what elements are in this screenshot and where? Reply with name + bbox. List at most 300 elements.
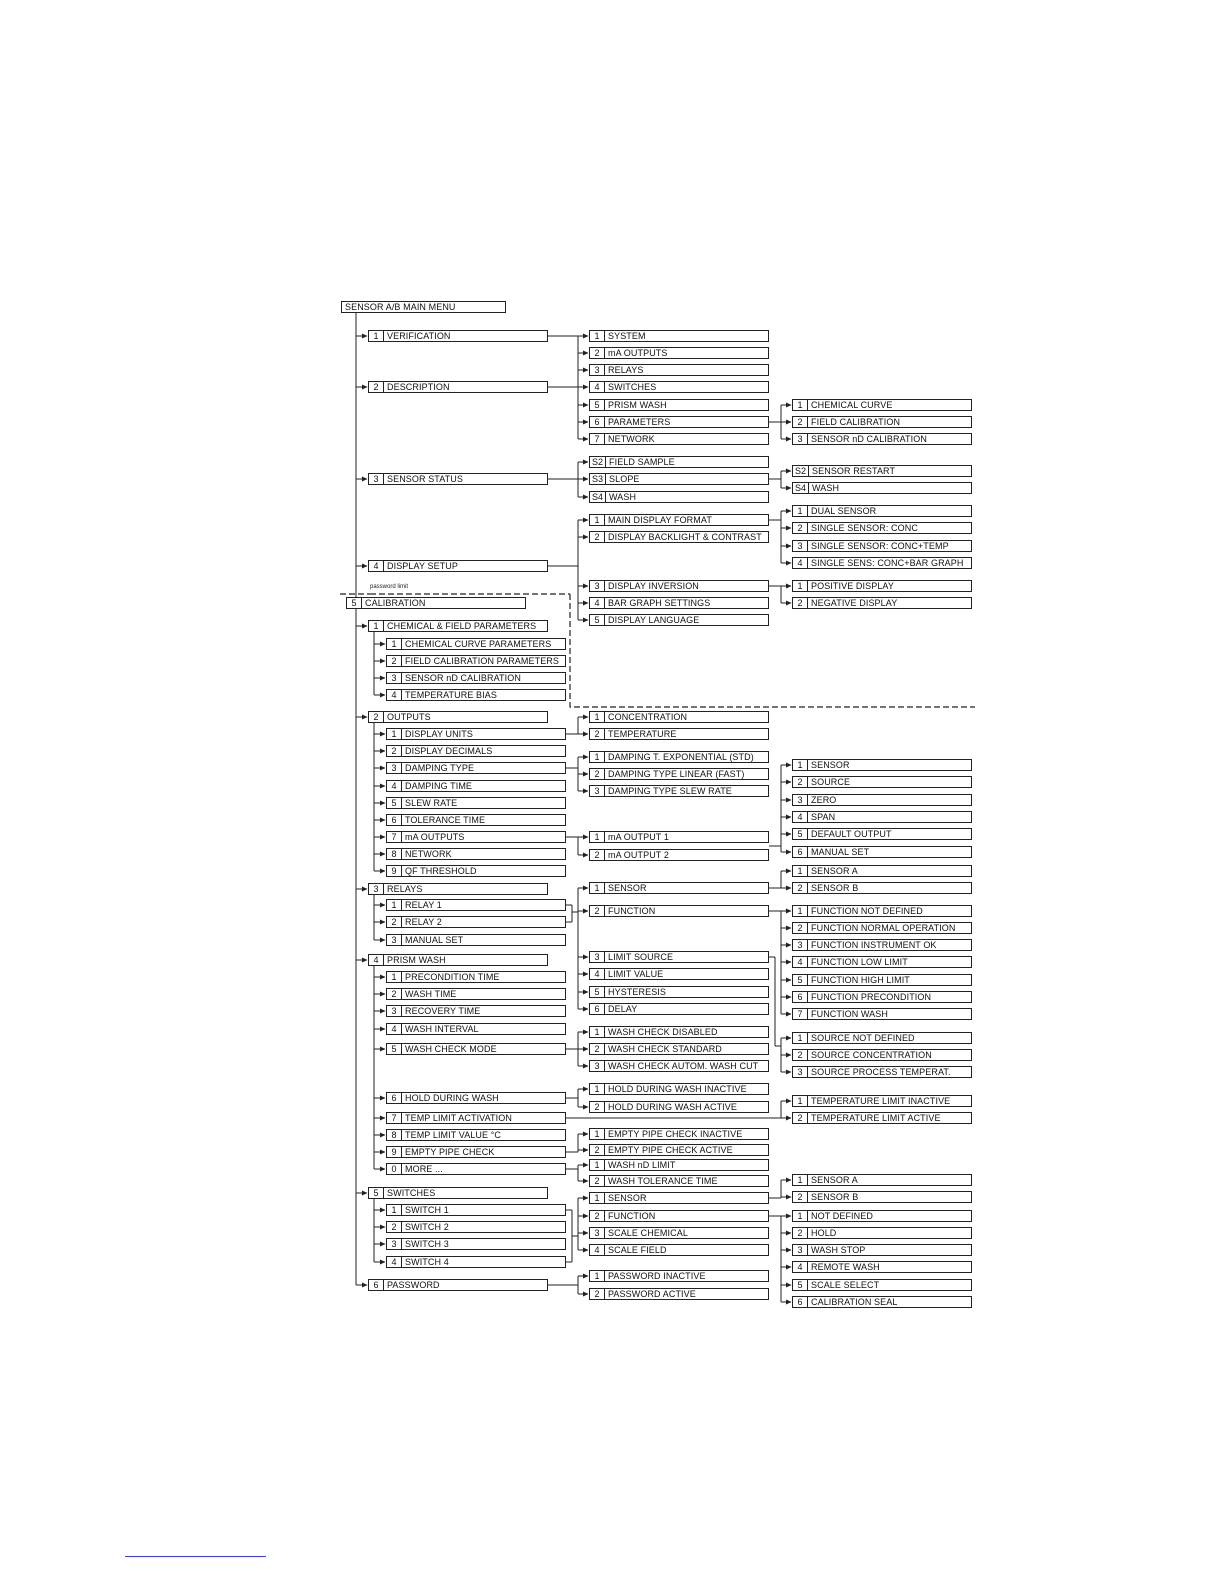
menu-item-number: 2	[590, 729, 605, 739]
menu-item-label: FIELD CALIBRATION	[811, 417, 901, 427]
menu-item-label: WASH STOP	[811, 1245, 866, 1255]
empty-pipe-empty-pipe-check-inactive[interactable]	[589, 1128, 769, 1140]
relays-manual-set[interactable]	[386, 934, 566, 946]
status-field-sample[interactable]	[589, 456, 769, 468]
menu-item-number: 3	[590, 365, 605, 375]
ma-setting-source[interactable]	[792, 776, 972, 788]
menu-item-number: 2	[793, 883, 808, 893]
relay-setting-function[interactable]	[589, 905, 769, 917]
relay-setting-delay[interactable]	[589, 1003, 769, 1015]
root-sensor-a-b-main-menu[interactable]	[341, 301, 506, 313]
menu-item-number: 3	[793, 795, 808, 805]
menu-item-label: WASH nD LIMIT	[608, 1160, 676, 1170]
menu-item-label: RELAYS	[387, 884, 423, 894]
relay-function-function-precondition[interactable]	[792, 991, 972, 1003]
menu-item-label: POSITIVE DISPLAY	[811, 581, 894, 591]
menu-item-number: 2	[793, 923, 808, 933]
menu-item-number: 1	[387, 972, 402, 982]
prism-wash-hold-during-wash[interactable]	[386, 1092, 566, 1104]
menu-item-number: 3	[387, 1006, 402, 1016]
switch-function-remote-wash[interactable]	[792, 1261, 972, 1273]
menu-item-label: SLOPE	[609, 474, 640, 484]
menu-item-number: 7	[590, 434, 605, 444]
more-wash-tolerance-time[interactable]	[589, 1175, 769, 1187]
menu-item-number: 4	[590, 382, 605, 392]
menu-item-number: 1	[793, 906, 808, 916]
display-main-display-format[interactable]	[589, 514, 769, 526]
ma-setting-zero[interactable]	[792, 794, 972, 806]
menu-item-label: WASH	[609, 492, 637, 502]
format-single-sens-conc-bar-graph[interactable]	[792, 557, 972, 569]
prism-wash-precondition-time[interactable]	[386, 971, 566, 983]
calibration-password[interactable]	[368, 1279, 548, 1291]
menu-item-label: ZERO	[811, 795, 837, 805]
switches-switch-3[interactable]	[386, 1238, 566, 1250]
ma-setting-manual-set[interactable]	[792, 846, 972, 858]
display-display-backlight-contrast[interactable]	[589, 531, 769, 543]
menu-item-number: 1	[590, 1129, 605, 1139]
switch-sensor-sensor-a[interactable]	[792, 1174, 972, 1186]
description-switches[interactable]	[589, 381, 769, 393]
menu-item-number: 1	[369, 331, 384, 341]
ma-setting-default-output[interactable]	[792, 828, 972, 840]
menu-item-label: SENSOR nD CALIBRATION	[405, 673, 521, 683]
menu-item-number: 8	[387, 849, 402, 859]
menu-item-number: 3	[793, 434, 808, 444]
menu-item-label: WASH	[812, 483, 840, 493]
slope-wash[interactable]	[792, 482, 972, 494]
menu-item-label: SENSOR	[608, 883, 647, 893]
outputs-display-units[interactable]	[386, 728, 566, 740]
menu-item-label: SINGLE SENSOR: CONC+TEMP	[811, 541, 949, 551]
menu-item-number: 1	[793, 506, 808, 516]
menu-item-label: BAR GRAPH SETTINGS	[608, 598, 711, 608]
relay-sensor-sensor-a[interactable]	[792, 865, 972, 877]
menu-item-label: DAMPING TYPE LINEAR (FAST)	[608, 769, 745, 779]
outputs-ma-outputs[interactable]	[386, 831, 566, 843]
menu-item-number: 0	[387, 1164, 402, 1174]
menu-item-number: 4	[369, 561, 384, 571]
menu-item-label: SPAN	[811, 812, 836, 822]
menu-item-number: 2	[793, 1050, 808, 1060]
menu-item-label: TEMPERATURE LIMIT ACTIVE	[811, 1113, 941, 1123]
menu-item-number: 1	[793, 866, 808, 876]
menu-item-number: 6	[793, 847, 808, 857]
switch-function-calibration-seal[interactable]	[792, 1296, 972, 1308]
menu-item-label: MORE ...	[405, 1164, 443, 1174]
menu-item-label: FUNCTION LOW LIMIT	[811, 957, 908, 967]
menu-item-label: SWITCHES	[608, 382, 657, 392]
description-relays[interactable]	[589, 364, 769, 376]
menu-item-number: 2	[387, 656, 402, 666]
menu-item-number: 4	[387, 690, 402, 700]
relay-function-function-instrument-ok[interactable]	[792, 939, 972, 951]
menu-item-number: 4	[590, 969, 605, 979]
relay-function-function-wash[interactable]	[792, 1008, 972, 1020]
menu-item-number: 1	[793, 581, 808, 591]
menu-item-label: DESCRIPTION	[387, 382, 450, 392]
menu-item-number: 1	[793, 1033, 808, 1043]
menu-item-number: 5	[590, 615, 605, 625]
outputs-tolerance-time[interactable]	[386, 814, 566, 826]
menu-item-number: 5	[793, 1280, 808, 1290]
menu-item-label: SENSOR B	[811, 1192, 859, 1202]
menu-item-number: 2	[590, 1289, 605, 1299]
menu-item-number: 2	[590, 1102, 605, 1112]
relay-function-function-normal-operation[interactable]	[792, 922, 972, 934]
parameters-chemical-curve[interactable]	[792, 399, 972, 411]
ma-setting-span[interactable]	[792, 811, 972, 823]
menu-item-label: mA OUTPUTS	[608, 348, 668, 358]
menu-item-number: 3	[793, 1067, 808, 1077]
switch-setting-scale-chemical[interactable]	[589, 1227, 769, 1239]
menu-item-label: FUNCTION	[608, 906, 656, 916]
menu-item-label: SWITCH 3	[405, 1239, 449, 1249]
menu-item-label: CALIBRATION	[365, 598, 426, 608]
menu-item-label: EMPTY PIPE CHECK	[405, 1147, 495, 1157]
menu-item-number: 5	[369, 1188, 384, 1198]
description-parameters[interactable]	[589, 416, 769, 428]
menu-item-number: 3	[387, 763, 402, 773]
menu-item-label: FUNCTION WASH	[811, 1009, 888, 1019]
menu-item-label: SENSOR	[811, 760, 850, 770]
menu-item-label: REMOTE WASH	[811, 1262, 880, 1272]
hold-during-wash-hold-during-wash-active[interactable]	[589, 1101, 769, 1113]
description-network[interactable]	[589, 433, 769, 445]
relay-setting-limit-source[interactable]	[589, 951, 769, 963]
menu-item-label: FUNCTION NOT DEFINED	[811, 906, 923, 916]
display-display-language[interactable]	[589, 614, 769, 626]
wash-check-wash-check-disabled[interactable]	[589, 1026, 769, 1038]
outputs-qf-threshold[interactable]	[386, 865, 566, 877]
main-menu-verification[interactable]	[368, 330, 548, 342]
menu-item-label: NEGATIVE DISPLAY	[811, 598, 898, 608]
menu-item-number: 2	[793, 1192, 808, 1202]
menu-item-label: RELAYS	[608, 365, 644, 375]
menu-item-label: SOURCE CONCENTRATION	[811, 1050, 932, 1060]
menu-item-number: 1	[793, 1211, 808, 1221]
menu-item-number: 2	[590, 532, 605, 542]
menu-item-number: 2	[793, 598, 808, 608]
relays-relay-1[interactable]	[386, 899, 566, 911]
menu-item-number: S2	[793, 466, 809, 476]
menu-item-label: PASSWORD INACTIVE	[608, 1271, 706, 1281]
menu-item-number: 3	[590, 1228, 605, 1238]
menu-item-label: HOLD DURING WASH ACTIVE	[608, 1102, 737, 1112]
menu-item-label: WASH TIME	[405, 989, 457, 999]
menu-item-number: 2	[387, 1222, 402, 1232]
menu-item-number: 2	[793, 417, 808, 427]
menu-item-number: 7	[387, 1113, 402, 1123]
menu-item-label: SENSOR A	[811, 866, 858, 876]
menu-item-number: 6	[590, 417, 605, 427]
limit-source-source-not-defined[interactable]	[792, 1032, 972, 1044]
menu-item-number: 2	[590, 1211, 605, 1221]
switches-switch-4[interactable]	[386, 1256, 566, 1268]
calibration-chemical-field-parameters[interactable]	[368, 620, 548, 632]
units-concentration[interactable]	[589, 711, 769, 723]
ma-output-ma-output-1[interactable]	[589, 831, 769, 843]
menu-item-number: 3	[369, 884, 384, 894]
chemfield-field-calibration-parameters[interactable]	[386, 655, 566, 667]
menu-item-label: TEMPERATURE BIAS	[405, 690, 497, 700]
switch-function-not-defined[interactable]	[792, 1210, 972, 1222]
slope-sensor-restart[interactable]	[792, 465, 972, 477]
prism-wash-temp-limit-activation[interactable]	[386, 1112, 566, 1124]
menu-item-label: SYSTEM	[608, 331, 646, 341]
menu-item-number: 1	[590, 752, 605, 762]
damping-damping-type-linear-fast[interactable]	[589, 768, 769, 780]
outputs-damping-time[interactable]	[386, 780, 566, 792]
prism-wash-recovery-time[interactable]	[386, 1005, 566, 1017]
menu-item-label: CHEMICAL CURVE	[811, 400, 893, 410]
menu-item-number: 2	[793, 777, 808, 787]
menu-item-number: 1	[590, 883, 605, 893]
menu-item-label: SENSOR B	[811, 883, 859, 893]
relay-setting-sensor[interactable]	[589, 882, 769, 894]
switch-setting-sensor[interactable]	[589, 1192, 769, 1204]
menu-item-label: SCALE SELECT	[811, 1280, 880, 1290]
prism-wash-empty-pipe-check[interactable]	[386, 1146, 566, 1158]
menu-item-number: 4	[387, 1024, 402, 1034]
menu-item-number: 7	[793, 1009, 808, 1019]
menu-item-number: 6	[793, 1297, 808, 1307]
menu-item-label: DAMPING T. EXPONENTIAL (STD)	[608, 752, 754, 762]
menu-item-label: FIELD CALIBRATION PARAMETERS	[405, 656, 559, 666]
menu-item-number: 4	[387, 1257, 402, 1267]
chemfield-chemical-curve-parameters[interactable]	[386, 638, 566, 650]
menu-item-label: DEFAULT OUTPUT	[811, 829, 892, 839]
main-menu-calibration[interactable]	[346, 597, 526, 609]
damping-damping-type-slew-rate[interactable]	[589, 785, 769, 797]
empty-pipe-empty-pipe-check-active[interactable]	[589, 1144, 769, 1156]
menu-item-label: NETWORK	[608, 434, 655, 444]
menu-item-label: CONCENTRATION	[608, 712, 688, 722]
menu-item-number: 9	[387, 1147, 402, 1157]
menu-item-label: LIMIT SOURCE	[608, 952, 674, 962]
outputs-damping-type[interactable]	[386, 762, 566, 774]
menu-item-number: 1	[387, 639, 402, 649]
display-display-inversion[interactable]	[589, 580, 769, 592]
relay-function-function-not-defined[interactable]	[792, 905, 972, 917]
main-menu-description[interactable]	[368, 381, 548, 393]
menu-item-number: S4	[793, 483, 809, 493]
switch-function-scale-select[interactable]	[792, 1279, 972, 1291]
menu-item-number: 3	[387, 935, 402, 945]
menu-item-label: SENSOR A	[811, 1175, 858, 1185]
menu-item-number: 1	[590, 1160, 605, 1170]
menu-item-label: PARAMETERS	[608, 417, 671, 427]
format-single-sensor-conc-temp[interactable]	[792, 540, 972, 552]
menu-item-number: S3	[590, 474, 606, 484]
menu-item-label: EMPTY PIPE CHECK ACTIVE	[608, 1145, 733, 1155]
hold-during-wash-hold-during-wash-inactive[interactable]	[589, 1083, 769, 1095]
prism-wash-wash-time[interactable]	[386, 988, 566, 1000]
prism-wash-temp-limit-value-c[interactable]	[386, 1129, 566, 1141]
menu-item-label: DISPLAY UNITS	[405, 729, 473, 739]
relay-setting-limit-value[interactable]	[589, 968, 769, 980]
menu-item-number: 3	[387, 673, 402, 683]
more-wash-nd-limit[interactable]	[589, 1159, 769, 1171]
menu-item-label: SOURCE	[811, 777, 851, 787]
menu-item-label: HOLD DURING WASH	[405, 1093, 499, 1103]
menu-item-number: 1	[369, 621, 384, 631]
menu-item-number: 2	[793, 523, 808, 533]
password-limit-label: password limit	[370, 584, 409, 590]
prism-wash-wash-check-mode[interactable]	[386, 1043, 566, 1055]
menu-item-label: SWITCHES	[387, 1188, 436, 1198]
menu-item-number: 2	[793, 1228, 808, 1238]
menu-item-label: CHEMICAL & FIELD PARAMETERS	[387, 621, 537, 631]
menu-item-label: SWITCH 1	[405, 1205, 449, 1215]
temp-limit-temperature-limit-inactive[interactable]	[792, 1095, 972, 1107]
menu-item-number: 8	[387, 1130, 402, 1140]
menu-item-number: 5	[387, 1044, 402, 1054]
parameters-field-calibration[interactable]	[792, 416, 972, 428]
damping-damping-t-exponential-std[interactable]	[589, 751, 769, 763]
menu-item-number: 3	[793, 541, 808, 551]
menu-item-label: DELAY	[608, 1004, 638, 1014]
temp-limit-temperature-limit-active[interactable]	[792, 1112, 972, 1124]
password-password-active[interactable]	[589, 1288, 769, 1300]
status-slope[interactable]	[589, 473, 769, 485]
ma-setting-sensor[interactable]	[792, 759, 972, 771]
description-prism-wash[interactable]	[589, 399, 769, 411]
chemfield-sensor-nd-calibration[interactable]	[386, 672, 566, 684]
wash-check-wash-check-autom-wash-cut[interactable]	[589, 1060, 769, 1072]
menu-item-label: WASH INTERVAL	[405, 1024, 479, 1034]
menu-item-label: DISPLAY BACKLIGHT & CONTRAST	[608, 532, 762, 542]
menu-item-number: 6	[387, 815, 402, 825]
menu-item-number: 2	[590, 348, 605, 358]
menu-item-label: CHEMICAL CURVE PARAMETERS	[405, 639, 552, 649]
menu-item-label: SENSOR RESTART	[812, 466, 896, 476]
switch-sensor-sensor-b[interactable]	[792, 1191, 972, 1203]
menu-item-number: 5	[387, 798, 402, 808]
menu-item-label: LIMIT VALUE	[608, 969, 664, 979]
parameters-sensor-nd-calibration[interactable]	[792, 433, 972, 445]
menu-item-number: 3	[590, 786, 605, 796]
menu-item-number: 2	[590, 1145, 605, 1155]
menu-item-number: 6	[590, 1004, 605, 1014]
menu-item-label: SINGLE SENSOR: CONC	[811, 523, 918, 533]
menu-item-number: 3	[590, 952, 605, 962]
menu-item-label: WASH CHECK MODE	[405, 1044, 497, 1054]
units-temperature[interactable]	[589, 728, 769, 740]
menu-item-number: 4	[590, 598, 605, 608]
menu-item-label: FUNCTION PRECONDITION	[811, 992, 932, 1002]
switch-function-hold[interactable]	[792, 1227, 972, 1239]
menu-item-number: 3	[590, 581, 605, 591]
outputs-network[interactable]	[386, 848, 566, 860]
menu-item-label: VERIFICATION	[387, 331, 451, 341]
limit-source-source-process-temperat[interactable]	[792, 1066, 972, 1078]
menu-item-label: PRISM WASH	[608, 400, 667, 410]
menu-item-label: QF THRESHOLD	[405, 866, 477, 876]
menu-item-label: SENSOR nD CALIBRATION	[811, 434, 927, 444]
menu-item-number: 2	[590, 1176, 605, 1186]
prism-wash-more[interactable]	[386, 1163, 566, 1175]
menu-item-number: 4	[369, 955, 384, 965]
limit-source-source-concentration[interactable]	[792, 1049, 972, 1061]
main-menu-sensor-status[interactable]	[368, 473, 548, 485]
outputs-display-decimals[interactable]	[386, 745, 566, 757]
relay-function-function-high-limit[interactable]	[792, 974, 972, 986]
menu-item-label: SWITCH 4	[405, 1257, 449, 1267]
menu-item-label: EMPTY PIPE CHECK INACTIVE	[608, 1129, 743, 1139]
main-menu-display-setup[interactable]	[368, 560, 548, 572]
switch-function-wash-stop[interactable]	[792, 1244, 972, 1256]
menu-item-number: 6	[793, 992, 808, 1002]
menu-item-label: MAIN DISPLAY FORMAT	[608, 515, 712, 525]
menu-item-number: 1	[590, 1084, 605, 1094]
menu-item-label: TEMP LIMIT VALUE °C	[405, 1130, 502, 1140]
relay-setting-hysteresis[interactable]	[589, 986, 769, 998]
description-ma-outputs[interactable]	[589, 347, 769, 359]
menu-item-label: TEMP LIMIT ACTIVATION	[405, 1113, 512, 1123]
switches-switch-1[interactable]	[386, 1204, 566, 1216]
menu-item-label: DAMPING TYPE	[405, 763, 475, 773]
menu-item-number: 7	[387, 832, 402, 842]
menu-item-number: 4	[590, 1245, 605, 1255]
menu-item-number: 1	[387, 729, 402, 739]
menu-item-label: WASH CHECK STANDARD	[608, 1044, 722, 1054]
menu-item-number: 4	[387, 781, 402, 791]
switches-switch-2[interactable]	[386, 1221, 566, 1233]
inversion-negative-display[interactable]	[792, 597, 972, 609]
menu-item-number: 1	[793, 400, 808, 410]
relay-sensor-sensor-b[interactable]	[792, 882, 972, 894]
menu-item-label: RELAY 1	[405, 900, 442, 910]
description-system[interactable]	[589, 330, 769, 342]
calibration-prism-wash[interactable]	[368, 954, 548, 966]
menu-item-label: TOLERANCE TIME	[405, 815, 486, 825]
menu-item-number: 6	[369, 1280, 384, 1290]
status-wash[interactable]	[589, 491, 769, 503]
display-bar-graph-settings[interactable]	[589, 597, 769, 609]
ma-output-ma-output-2[interactable]	[589, 849, 769, 861]
calibration-relays[interactable]	[368, 883, 548, 895]
menu-item-label: NOT DEFINED	[811, 1211, 873, 1221]
calibration-switches[interactable]	[368, 1187, 548, 1199]
menu-item-label: WASH TOLERANCE TIME	[608, 1176, 718, 1186]
menu-item-label: TEMPERATURE	[608, 729, 677, 739]
menu-item-number: 5	[347, 598, 362, 608]
relay-function-function-low-limit[interactable]	[792, 956, 972, 968]
menu-item-number: 2	[369, 382, 384, 392]
calibration-outputs[interactable]	[368, 711, 548, 723]
inversion-positive-display[interactable]	[792, 580, 972, 592]
switch-setting-function[interactable]	[589, 1210, 769, 1222]
format-dual-sensor[interactable]	[792, 505, 972, 517]
menu-item-number: 1	[590, 1193, 605, 1203]
relays-relay-2[interactable]	[386, 916, 566, 928]
menu-item-label: WASH CHECK DISABLED	[608, 1027, 718, 1037]
menu-item-label: TEMPERATURE LIMIT INACTIVE	[811, 1096, 951, 1106]
format-single-sensor-conc[interactable]	[792, 522, 972, 534]
menu-item-number: 2	[590, 1044, 605, 1054]
wash-check-wash-check-standard[interactable]	[589, 1043, 769, 1055]
outputs-slew-rate[interactable]	[386, 797, 566, 809]
menu-item-number: 1	[590, 712, 605, 722]
password-password-inactive[interactable]	[589, 1270, 769, 1282]
switch-setting-scale-field[interactable]	[589, 1244, 769, 1256]
chemfield-temperature-bias[interactable]	[386, 689, 566, 701]
menu-item-label: SWITCH 2	[405, 1222, 449, 1232]
menu-item-label: mA OUTPUTS	[405, 832, 465, 842]
prism-wash-wash-interval[interactable]	[386, 1023, 566, 1035]
menu-item-number: 5	[793, 829, 808, 839]
